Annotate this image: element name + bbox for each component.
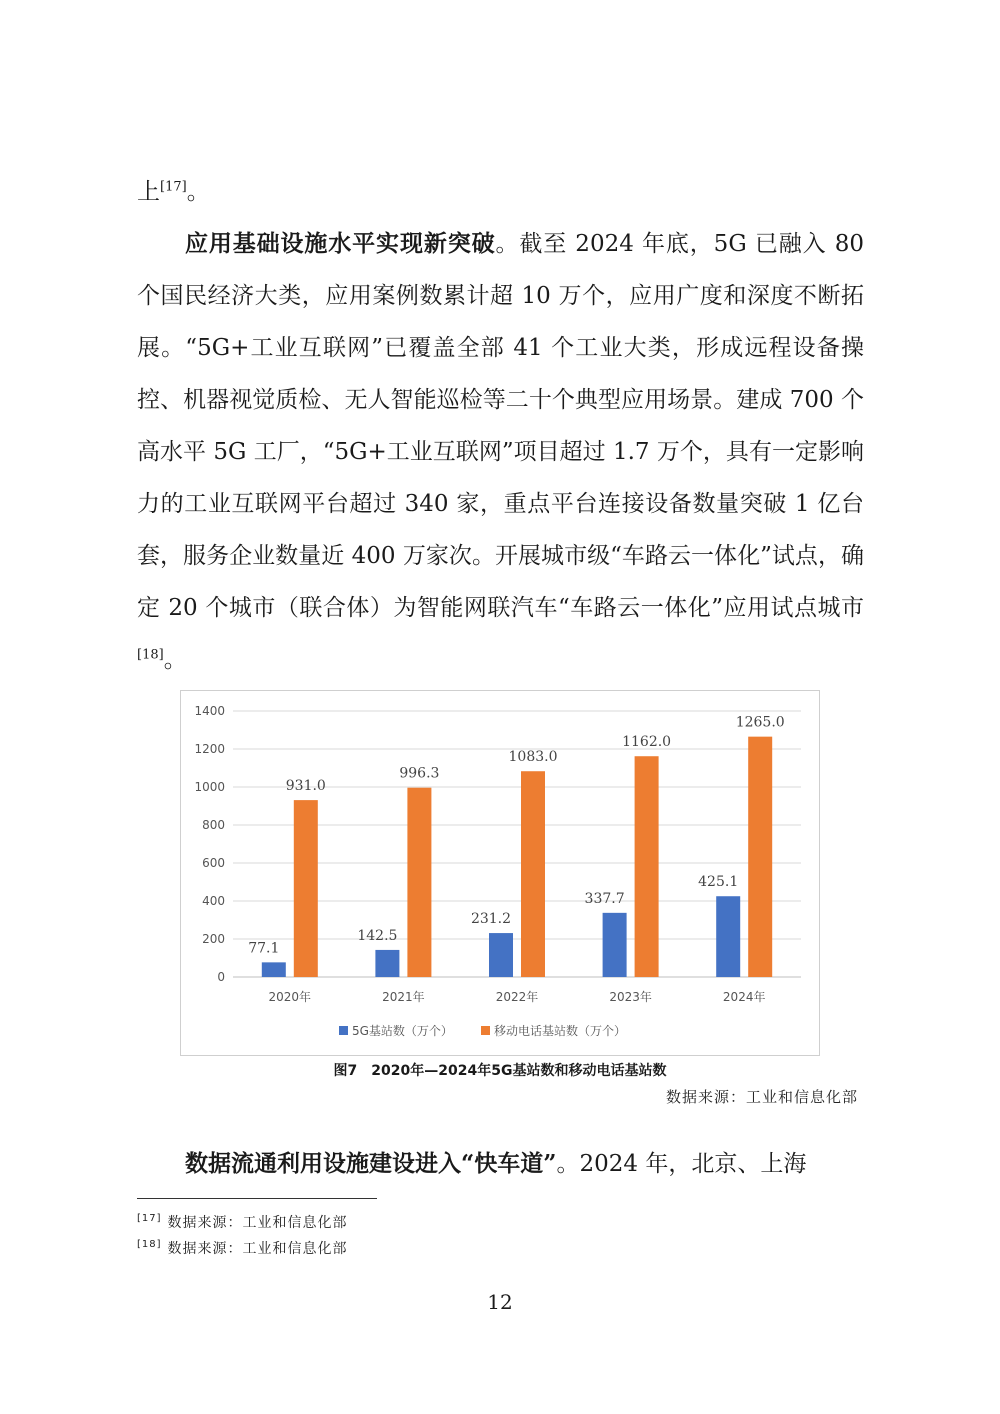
p1-end: 。 <box>163 647 187 673</box>
y-tick-label: 400 <box>202 894 225 908</box>
reference-17[interactable]: [17] <box>160 179 187 195</box>
legend-swatch <box>339 1026 348 1035</box>
y-tick-label: 200 <box>202 932 225 946</box>
bar <box>603 913 627 977</box>
y-tick-label: 1200 <box>194 742 225 756</box>
data-label: 142.5 <box>357 927 398 944</box>
paragraph-application-infrastructure <box>137 218 864 686</box>
bar <box>489 933 513 977</box>
x-tick-label: 2024年 <box>722 990 766 1004</box>
footnote-18-text: 数据来源：工业和信息化部 <box>167 1241 348 1257</box>
paragraph-continuation <box>137 166 864 218</box>
paragraph-data-circulation <box>137 1138 864 1190</box>
p2-body: 。2024 年，北京、上海 <box>556 1151 807 1177</box>
data-label: 1162.0 <box>622 734 672 751</box>
data-label: 77.1 <box>248 940 280 957</box>
footnote-17-mark: [17] <box>137 1213 162 1225</box>
legend-swatch <box>481 1026 490 1035</box>
y-tick-label: 1000 <box>194 780 225 794</box>
y-tick-label: 600 <box>202 856 225 870</box>
bar <box>635 756 659 977</box>
y-tick-label: 0 <box>217 970 225 984</box>
p2-lead-heading: 数据流通利用设施建设进入“快车道” <box>185 1150 557 1177</box>
bar <box>521 771 545 977</box>
footnote-17-text: 数据来源：工业和信息化部 <box>167 1215 348 1231</box>
x-tick-label: 2022年 <box>495 990 539 1004</box>
data-label: 1083.0 <box>508 749 558 766</box>
data-label: 931.0 <box>285 778 326 795</box>
data-label: 231.2 <box>470 911 512 928</box>
bar <box>407 788 431 977</box>
p0-text: 上 <box>137 179 160 205</box>
bar <box>748 737 772 977</box>
footnote-18-mark: [18] <box>137 1239 162 1251</box>
reference-18[interactable]: [18] <box>137 647 164 663</box>
p1-lead-heading: 应用基础设施水平实现新突破 <box>185 230 496 257</box>
x-tick-label: 2023年 <box>609 990 652 1004</box>
data-label: 337.7 <box>584 890 625 907</box>
page-number: 12 <box>487 1290 513 1314</box>
data-label: 425.1 <box>698 874 739 891</box>
data-label: 996.3 <box>399 765 440 782</box>
p0-end: 。 <box>186 179 210 205</box>
legend-label: 5G基站数（万个） <box>352 1024 453 1038</box>
bar <box>716 896 740 977</box>
chart-svg <box>181 691 819 1055</box>
footnote-17 <box>137 1212 348 1232</box>
y-tick-label: 1400 <box>194 704 225 718</box>
data-label: 1265.0 <box>735 714 785 731</box>
base-station-chart <box>180 690 820 1056</box>
bar <box>262 962 286 977</box>
figure-source: 数据来源：工业和信息化部 <box>665 1088 858 1106</box>
figure-caption: 图7 2020年—2024年5G基站数和移动电话基站数 <box>333 1063 667 1079</box>
x-tick-label: 2021年 <box>382 990 425 1004</box>
y-tick-label: 800 <box>202 818 225 832</box>
footnote-18 <box>137 1238 348 1258</box>
bar <box>375 950 399 977</box>
bar <box>294 800 318 977</box>
x-tick-label: 2020年 <box>268 990 312 1004</box>
p1-body: 。截至 2024 年底，5G 已融入 80 个国民经济大类，应用案例数累计超 10 万个，应用广度和深度不断拓展。“5G+工业互联网”已覆盖全部 41 个工业大类，形成远程设备操控、机器视觉质检、无人智能巡检等二十个典型应用场景。建成 700 个高水平 5G 工厂，“5G+工业互联网”项目超过 1.7 万个，具有一定影响力的工业互联网平台超过 340 家，重点平台连接设备数量突破 1 亿台套，服务企业数量近 400 万家次。开展城市级“车路云一体化”试点，确定 20 个城市（联合体）为智能网联汽车“车路云一体化”应用试点城市 <box>137 231 864 621</box>
footnote-divider <box>137 1198 377 1199</box>
legend-label: 移动电话基站数（万个） <box>494 1024 627 1038</box>
